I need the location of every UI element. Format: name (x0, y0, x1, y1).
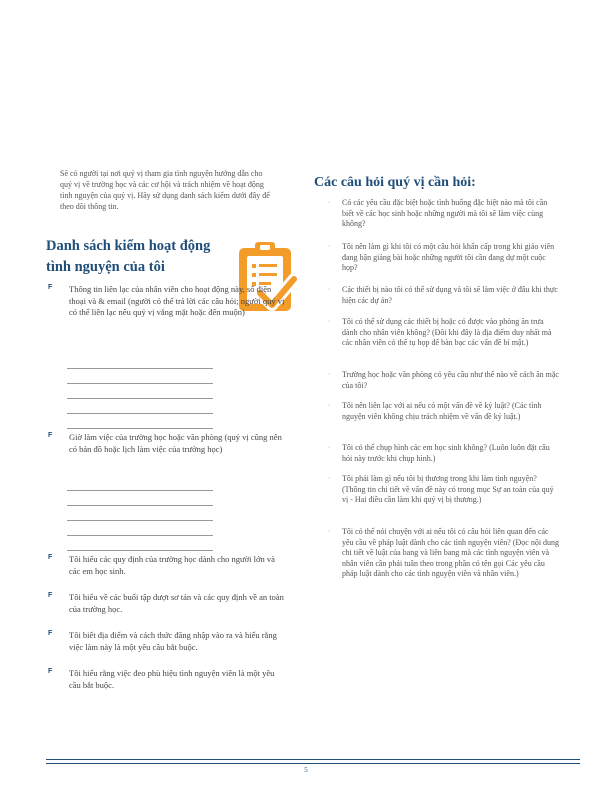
checkbox-marker[interactable]: F (48, 554, 53, 561)
question-text: Trường học hoặc văn phòng có yêu cầu như thế nào về cách ăn mặc của tôi? (342, 370, 559, 390)
question-text: Tôi nên làm gì khi tôi có một câu hỏi khẩn cấp trong khi giáo viên đang bận giảng bài hoặc những người tôi cần đang dự một cuộc họp? (342, 242, 555, 272)
bullet-marker: ◦ (328, 445, 331, 451)
question-text: Có các yêu cầu đặc biệt hoặc tình huống đặc biệt nào mà tôi cần biết về các học sinh hoặc những người mà tôi sẽ làm việc cùng không? (342, 198, 548, 228)
question-text: Tôi phải làm gì nếu tôi bị thương trong khi làm tình nguyện? (Thông tin chi tiết về vấn đề này có trong mục Sự an toàn của quý vị - Hai điều cần làm khi quý vị bị thương.) (342, 474, 554, 504)
checklist-item-text: Thông tin liên lạc của nhân viên cho hoạt động này, số điện thoại và & email (người có thể trả lời các câu hỏi; người quý vị có thể liên lạc nếu quý vị vắng mặt hoặc đến muộn) (69, 284, 285, 317)
bullet-marker: ◦ (328, 244, 331, 250)
question-item (328, 370, 560, 391)
question-item (328, 474, 560, 506)
question-item (328, 443, 560, 464)
checklist-title-line2: tình nguyện của tôi (46, 259, 165, 275)
question-text: Các thiết bị nào tôi có thể sử dụng và tôi sẽ làm việc ở đâu khi thực hiện các dự án? (342, 285, 558, 305)
footer-rule (46, 759, 580, 760)
bullet-marker: ◦ (328, 200, 331, 206)
question-item (328, 527, 560, 580)
bullet-marker: ◦ (328, 372, 331, 378)
checkbox-marker[interactable]: F (48, 668, 53, 675)
footer-rule-thin (46, 763, 580, 764)
question-text: Tôi có thể chụp hình các em học sinh không? (Luôn luôn đặt câu hỏi này trước khi chụp hình.) (342, 443, 550, 463)
fill-in-lines[interactable] (67, 476, 213, 551)
checklist-item-text: Tôi biết địa điểm và cách thức đăng nhập vào ra và hiểu rằng việc làm này là một yêu cầu bắt buộc. (69, 630, 277, 652)
question-item (328, 198, 560, 230)
question-item (328, 242, 560, 274)
question-item (328, 285, 560, 306)
bullet-marker: ◦ (328, 476, 331, 482)
bullet-marker: ◦ (328, 287, 331, 293)
page-number: 5 (304, 766, 308, 774)
question-item (328, 401, 560, 422)
checkbox-marker[interactable]: F (48, 592, 53, 599)
question-text: Tôi nên liên lạc với ai nếu có một vấn đề về kỷ luật? (Các tình nguyện viên không chịu trách nhiệm về vấn đề kỷ luật.) (342, 401, 542, 421)
question-item (328, 317, 560, 349)
bullet-marker: ◦ (328, 529, 331, 535)
checkbox-marker[interactable]: F (48, 630, 53, 637)
checklist-title-line1: Danh sách kiểm hoạt động (46, 238, 211, 254)
checkbox-marker[interactable]: F (48, 432, 53, 439)
bullet-marker: ◦ (328, 319, 331, 325)
question-text: Tôi có thể sử dụng các thiết bị hoặc có được vào phòng ăn trưa dành cho nhân viên không? (Đôi khi đây là địa điểm duy nhất mà các nhân viên có thể tụ họp để bàn bạc các vấn đề bí mật.) (342, 317, 552, 347)
checklist-title (46, 236, 236, 278)
intro-paragraph: Sẽ có người tại nơi quý vị tham gia tình nguyện hướng dẫn cho quý vị về trường học và các cơ hội và trách nhiệm về hoạt động tình nguyện của quý vị. Hãy sử dụng danh sách kiểm dưới đây để theo dõi thông tin. (60, 169, 270, 211)
question-text: Tôi có thể nói chuyện với ai nếu tôi có câu hỏi liên quan đến các yêu cầu về pháp luật dành cho các tình nguyện viên? (Đọc nội dung chi tiết về luật của bang và liên bang mà các tình nguyện viên và nhân viên cần phải tuân theo trong phần có tên gọi Các yêu cầu pháp luật dành cho các tình nguyện viên và nhân viên.) (342, 527, 560, 578)
checklist-item-text: Tôi hiểu các quy định của trường học dành cho người lớn và các em học sinh. (69, 554, 275, 576)
checkbox-marker[interactable]: F (48, 284, 53, 291)
fill-in-lines[interactable] (67, 354, 213, 429)
checklist-item-text: Tôi hiểu rằng việc đeo phù hiệu tình nguyện viên là một yêu cầu bắt buộc. (69, 668, 275, 690)
checklist-item-text: Giờ làm việc của trường học hoặc văn phòng (quý vị cũng nên có bản đồ hoặc lịch làm việc của trường học) (69, 432, 282, 454)
questions-title: Các câu hỏi quý vị cần hỏi: (314, 175, 476, 190)
checklist-item-text: Tôi hiểu về các buổi tập dượt sơ tán và các quy định về an toàn của trường học. (69, 592, 284, 614)
bullet-marker: ◦ (328, 403, 331, 409)
